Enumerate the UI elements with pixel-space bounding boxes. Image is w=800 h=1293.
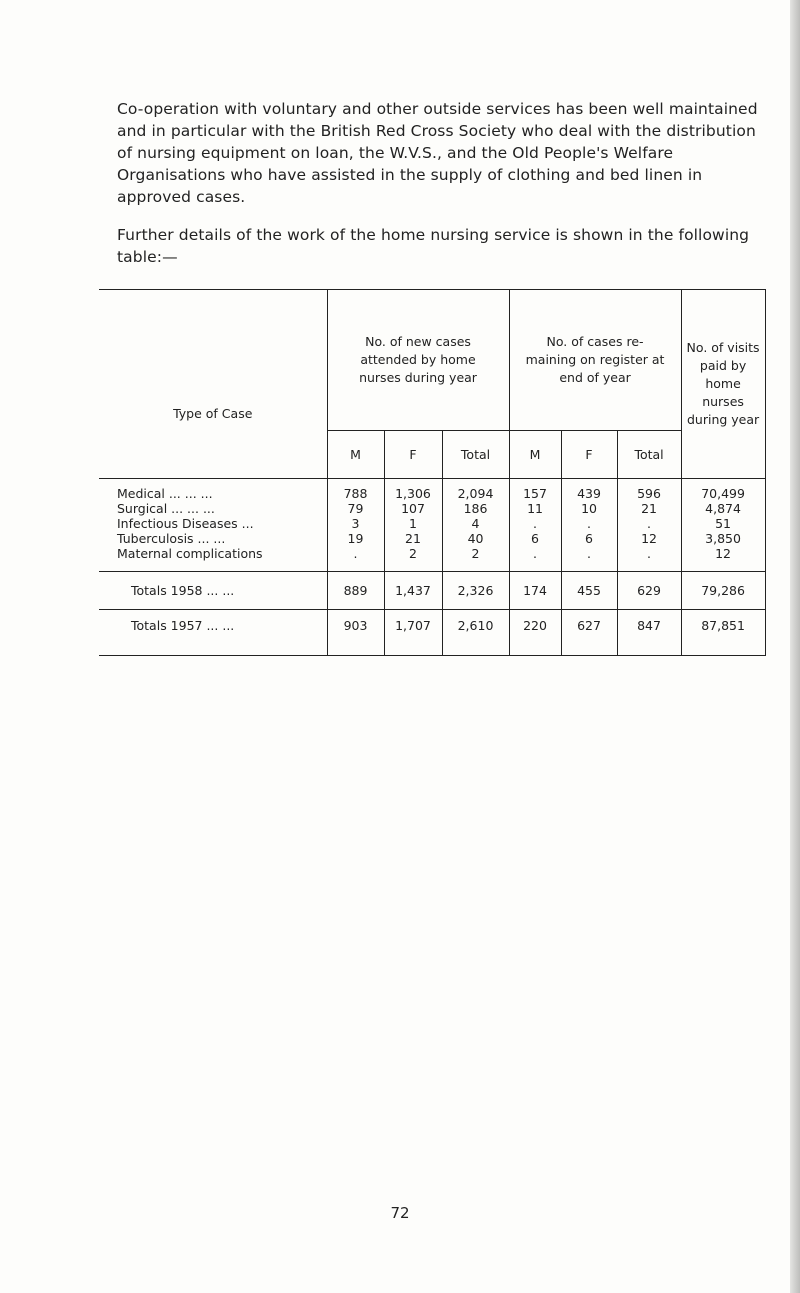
row-label: Tuberculosis ... ...: [117, 531, 226, 546]
paragraph-further-details-text: Further details of the work of the home nursing service is shown in the following table:—: [117, 226, 750, 266]
cell: 107: [384, 501, 442, 516]
header-new-total: Total: [442, 431, 509, 479]
header-visits: No. of visits paid by home nurses during year: [681, 290, 765, 479]
row-label: Totals 1957 ... ...: [99, 610, 327, 656]
cell: 1: [384, 516, 442, 531]
cell: 51: [681, 516, 765, 531]
cell: .: [617, 546, 681, 561]
cell: 10: [561, 501, 617, 516]
header-rem-m: M: [509, 431, 561, 479]
cell: 186: [442, 501, 509, 516]
header-new-m: M: [327, 431, 384, 479]
paragraph-further-details: [117, 224, 772, 268]
cell: 903: [327, 610, 384, 656]
cell: .: [561, 516, 617, 531]
cell: 79: [327, 501, 384, 516]
cell: .: [509, 516, 561, 531]
cell: .: [327, 546, 384, 561]
header-new-cases: No. of new cases attended by home nurses during year: [327, 290, 509, 431]
cell: 87,851: [681, 610, 765, 656]
page-edge: [790, 0, 800, 1293]
cell: 6: [561, 531, 617, 546]
table-row: [99, 486, 765, 501]
cell: 21: [617, 501, 681, 516]
cell: 4,874: [681, 501, 765, 516]
row-label: Medical ... ... ...: [117, 486, 213, 501]
cell: 788: [327, 486, 384, 501]
cell: 4: [442, 516, 509, 531]
cell: 19: [327, 531, 384, 546]
cell: 79,286: [681, 572, 765, 610]
cell: 11: [509, 501, 561, 516]
cell: 1,437: [384, 572, 442, 610]
cell: 2: [384, 546, 442, 561]
cell: 174: [509, 572, 561, 610]
totals-row-1957: [99, 610, 765, 656]
row-label: Infectious Diseases ...: [117, 516, 254, 531]
paragraph-cooperation: [117, 98, 772, 208]
header-type-of-case: Type of Case: [99, 290, 327, 479]
cell: 1,306: [384, 486, 442, 501]
cell: 629: [617, 572, 681, 610]
cell: 847: [617, 610, 681, 656]
totals-row-1958: [99, 572, 765, 610]
header-remaining: No. of cases re- maining on register at end of year: [509, 290, 681, 431]
cell: 455: [561, 572, 617, 610]
row-label: Surgical ... ... ...: [117, 501, 215, 516]
cell: 12: [617, 531, 681, 546]
page-number: 72: [390, 1204, 410, 1222]
header-new-f: F: [384, 431, 442, 479]
cell: .: [617, 516, 681, 531]
cell: .: [509, 546, 561, 561]
cell: 40: [442, 531, 509, 546]
table-row: [99, 531, 765, 546]
cell: 6: [509, 531, 561, 546]
cell: 3: [327, 516, 384, 531]
cell: .: [561, 546, 617, 561]
table-row: [99, 501, 765, 516]
cell: 2,094: [442, 486, 509, 501]
home-nursing-table: [99, 289, 766, 656]
header-rem-f: F: [561, 431, 617, 479]
table-row: [99, 546, 765, 561]
cell: 2: [442, 546, 509, 561]
cell: 21: [384, 531, 442, 546]
row-label: Maternal complications: [117, 546, 263, 561]
cell: 439: [561, 486, 617, 501]
cell: 596: [617, 486, 681, 501]
cell: 889: [327, 572, 384, 610]
table-row: [99, 516, 765, 531]
row-label: Totals 1958 ... ...: [99, 572, 327, 610]
cell: 2,610: [442, 610, 509, 656]
paragraph-cooperation-text: Co-operation with voluntary and other outside services has been well maintained and in particular with the British Red Cross Society who deal with the distribution of nursing equipment on loan, the W.V.S., and the Old People's Welfare Organisations who have assisted in the supply of clothing and bed linen in approved cases.: [117, 100, 758, 206]
cell: 220: [509, 610, 561, 656]
cell: 3,850: [681, 531, 765, 546]
cell: 627: [561, 610, 617, 656]
cell: 12: [681, 546, 765, 561]
header-rem-total: Total: [617, 431, 681, 479]
cell: 1,707: [384, 610, 442, 656]
cell: 157: [509, 486, 561, 501]
cell: 70,499: [681, 486, 765, 501]
cell: 2,326: [442, 572, 509, 610]
